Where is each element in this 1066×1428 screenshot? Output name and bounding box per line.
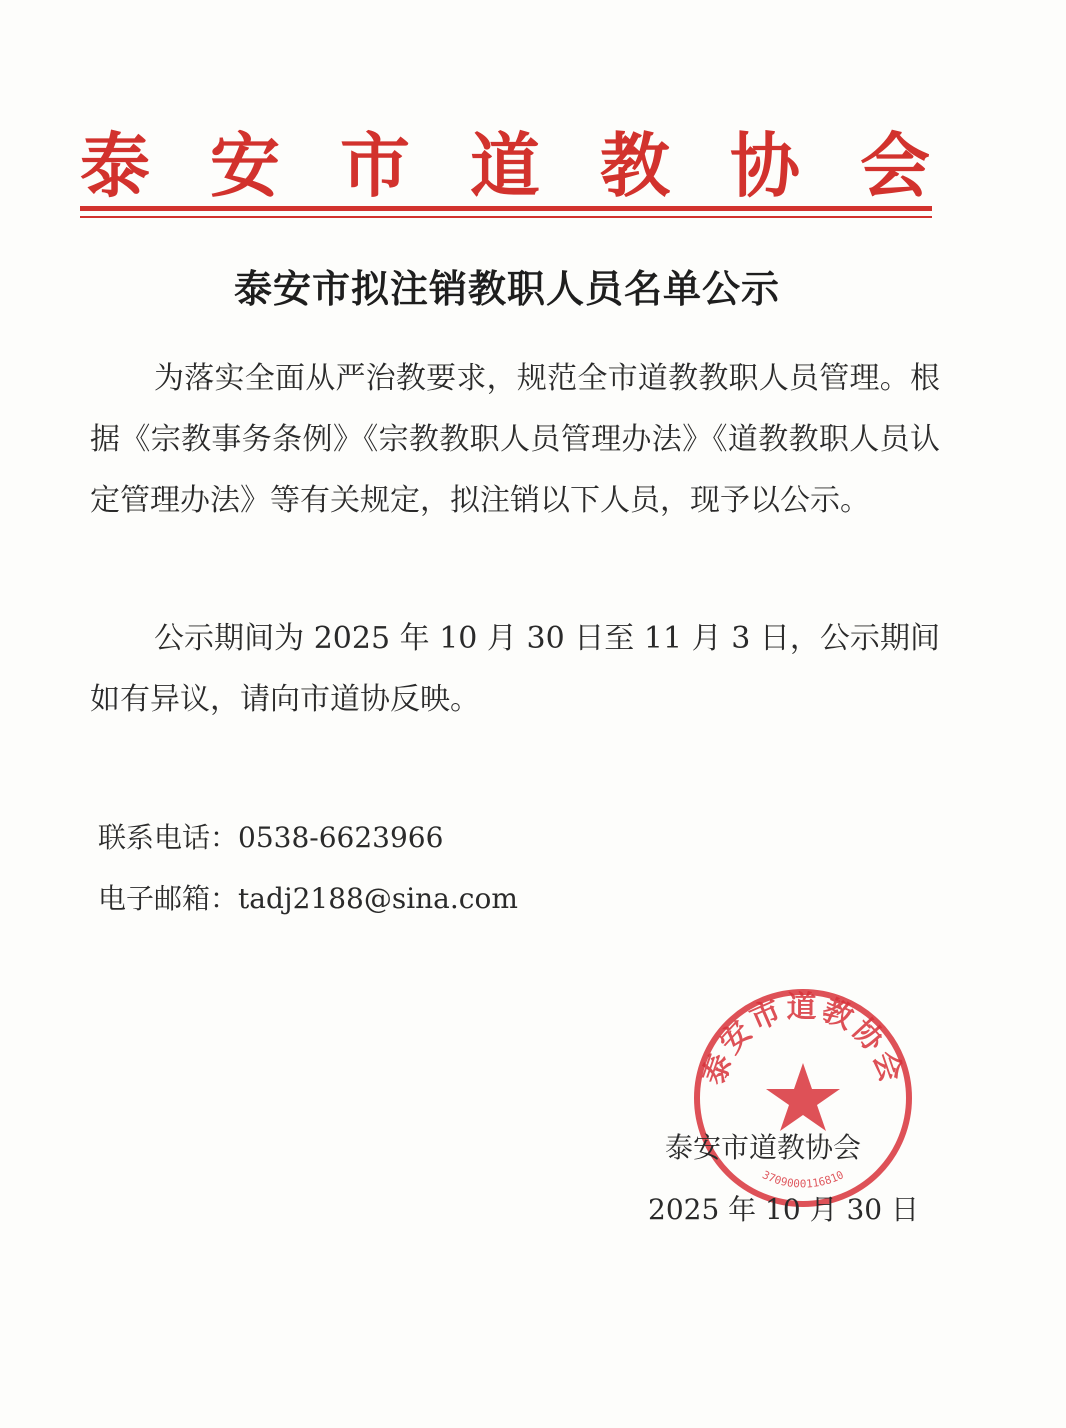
masthead-char: 会: [860, 123, 930, 207]
phone-number: 0538-6623966: [238, 821, 444, 854]
masthead-char: 安: [210, 123, 280, 207]
masthead-char: 道: [470, 123, 540, 207]
signing-date: 2025 年 10 月 30 日: [648, 1193, 920, 1226]
svg-text:泰安市道教协会: 泰安市道教协会: [696, 990, 910, 1090]
masthead-org-name: [80, 120, 930, 207]
signing-organization: 泰安市道教协会: [665, 1131, 862, 1164]
phone-label: 联系电话：: [98, 821, 239, 854]
contact-phone-line: [98, 816, 443, 856]
email-label: 电子邮箱：: [98, 882, 239, 915]
body-paragraph-1: 为落实全面从严治教要求，规范全市道教教职人员管理。根据《宗教事务条例》《宗教教职人员管理办法》《道教教职人员认定管理办法》等有关规定，拟注销以下人员，现予以公示。: [90, 361, 940, 518]
masthead-rule-thick: [80, 206, 932, 211]
document-title: 泰安市拟注销教职人员名单公示: [233, 267, 780, 311]
email-address: tadj2188@sina.com: [238, 882, 518, 915]
body-paragraph-2: 公示期间为 2025 年 10 月 30 日至 11 月 3 日，公示期间如有异议，请向市道协反映。: [90, 621, 940, 717]
svg-text:3709000116810: 3709000116810: [760, 1168, 846, 1191]
masthead-char: 泰: [80, 123, 150, 207]
official-seal-stamp: [690, 985, 916, 1211]
masthead-char: 教: [600, 123, 670, 207]
contact-email-line: [98, 877, 518, 917]
masthead-char: 协: [730, 123, 800, 207]
masthead-rule-thin: [80, 216, 932, 218]
seal-star-icon: [766, 1063, 840, 1131]
masthead-char: 市: [340, 123, 410, 207]
